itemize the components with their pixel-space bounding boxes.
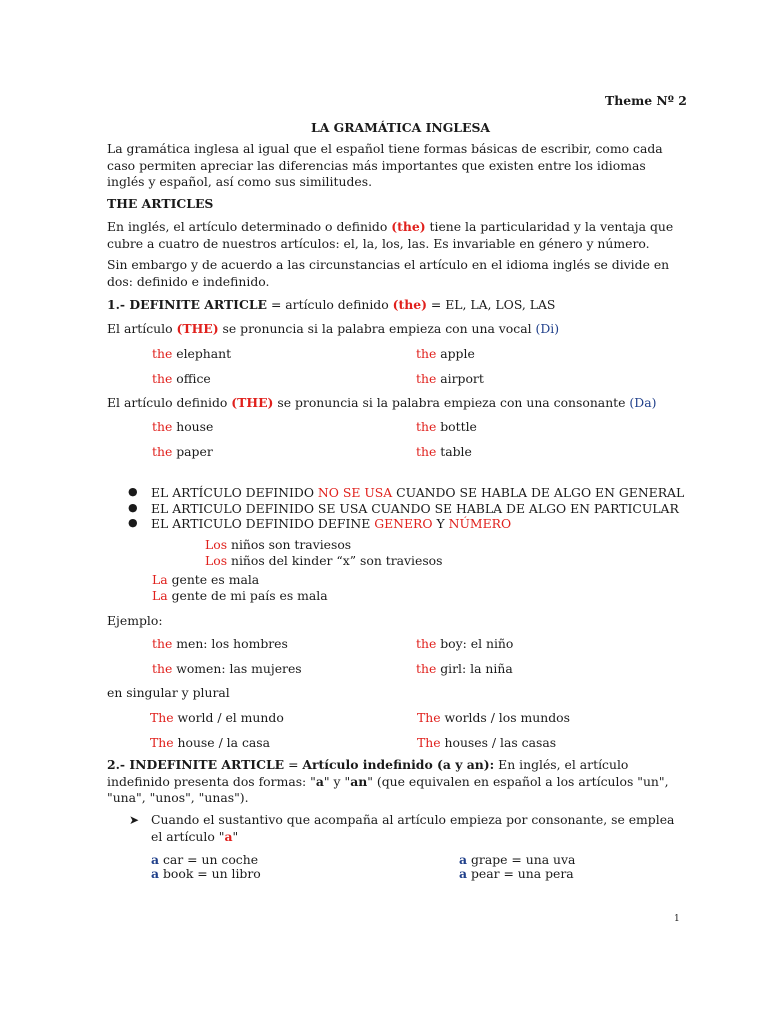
- example-item: the table: [416, 444, 472, 459]
- bullet-dot-icon: ●: [128, 516, 138, 529]
- singular-plural-item: The worlds / los mundos: [417, 710, 570, 725]
- example-item: the airport: [416, 371, 484, 386]
- bullet-item: EL ARTICULO DEFINIDO SE USA CUANDO SE HABLA DE ALGO EN PARTICULAR: [151, 501, 679, 516]
- example-item: the apple: [416, 346, 475, 361]
- vowel-rule: El artículo (THE) se pronuncia si la palabra empieza con una vocal (Di): [107, 321, 560, 336]
- a-example: a book = un libro: [151, 866, 261, 881]
- example-item: the house: [152, 419, 214, 434]
- bullet-item: EL ARTÍCULO DEFINIDO NO SE USA CUANDO SE HABLA DE ALGO EN GENERAL: [151, 485, 685, 500]
- arrow-bullet-icon: ➤: [129, 813, 140, 827]
- bullet-dot-icon: ●: [128, 501, 138, 514]
- ejemplo-item: the boy: el niño: [416, 636, 514, 651]
- consonant-note: Cuando el sustantivo que acompaña al artículo empieza por consonante, se emplea el artículo "a": [151, 812, 675, 844]
- ejemplo-item: the girl: la niña: [416, 661, 513, 676]
- los-example: Los niños del kinder “x” son traviesos: [205, 553, 443, 568]
- ejemplo-item: the women: las mujeres: [152, 661, 302, 676]
- example-item: the bottle: [416, 419, 477, 434]
- a-example: a grape = una uva: [459, 852, 576, 867]
- singular-plural-label: en singular y plural: [107, 685, 230, 700]
- definite-explanation: En inglés, el artículo determinado o definido (the) tiene la particularidad y la ventaja que cubre a cuatro de nuestros artículos: el, la, los, las. Es invariable en género y número.: [107, 219, 674, 251]
- singular-plural-item: The world / el mundo: [150, 710, 284, 725]
- document-title: LA GRAMÁTICA INGLESA: [311, 120, 491, 135]
- ejemplo-label: Ejemplo:: [107, 613, 163, 628]
- los-example: Los niños son traviesos: [205, 537, 352, 552]
- division-paragraph: Sin embargo y de acuerdo a las circunstancias el artículo en el idioma inglés se divide en dos: definido e indefinido.: [107, 257, 670, 289]
- singular-plural-item: The house / la casa: [150, 735, 271, 750]
- bullet-dot-icon: ●: [128, 485, 138, 498]
- la-example: La gente de mi país es mala: [152, 588, 328, 603]
- a-example: a car = un coche: [151, 852, 259, 867]
- bullet-item: EL ARTICULO DEFINIDO DEFINE GENERO Y NÚMERO: [151, 516, 512, 531]
- consonant-rule: El artículo definido (THE) se pronuncia si la palabra empieza con una consonante (Da): [107, 395, 657, 410]
- page-number: 1: [674, 914, 680, 924]
- definite-article-heading: 1.- DEFINITE ARTICLE = artículo definido (the) = EL, LA, LOS, LAS: [107, 297, 556, 312]
- intro-paragraph: La gramática inglesa al igual que el español tiene formas básicas de escribir, como cada caso permiten apreciar las diferencias más importantes que existen entre los idiomas inglés y español, así como sus similitudes.: [107, 141, 663, 189]
- ejemplo-item: the men: los hombres: [152, 636, 288, 651]
- example-item: the elephant: [152, 346, 232, 361]
- la-example: La gente es mala: [152, 572, 260, 587]
- theme-label: Theme Nº 2: [605, 93, 687, 108]
- articles-heading: THE ARTICLES: [107, 196, 214, 211]
- example-item: the paper: [152, 444, 213, 459]
- singular-plural-item: The houses / las casas: [417, 735, 557, 750]
- a-example: a pear = una pera: [459, 866, 574, 881]
- example-item: the office: [152, 371, 211, 386]
- indefinite-article-paragraph: 2.- INDEFINITE ARTICLE = Artículo indefinido (a y an): En inglés, el artículo indefinido presenta dos formas: "a" y "an" (que equivalen en español a los artículos "un", "una", "unos", "unas").: [107, 757, 669, 805]
